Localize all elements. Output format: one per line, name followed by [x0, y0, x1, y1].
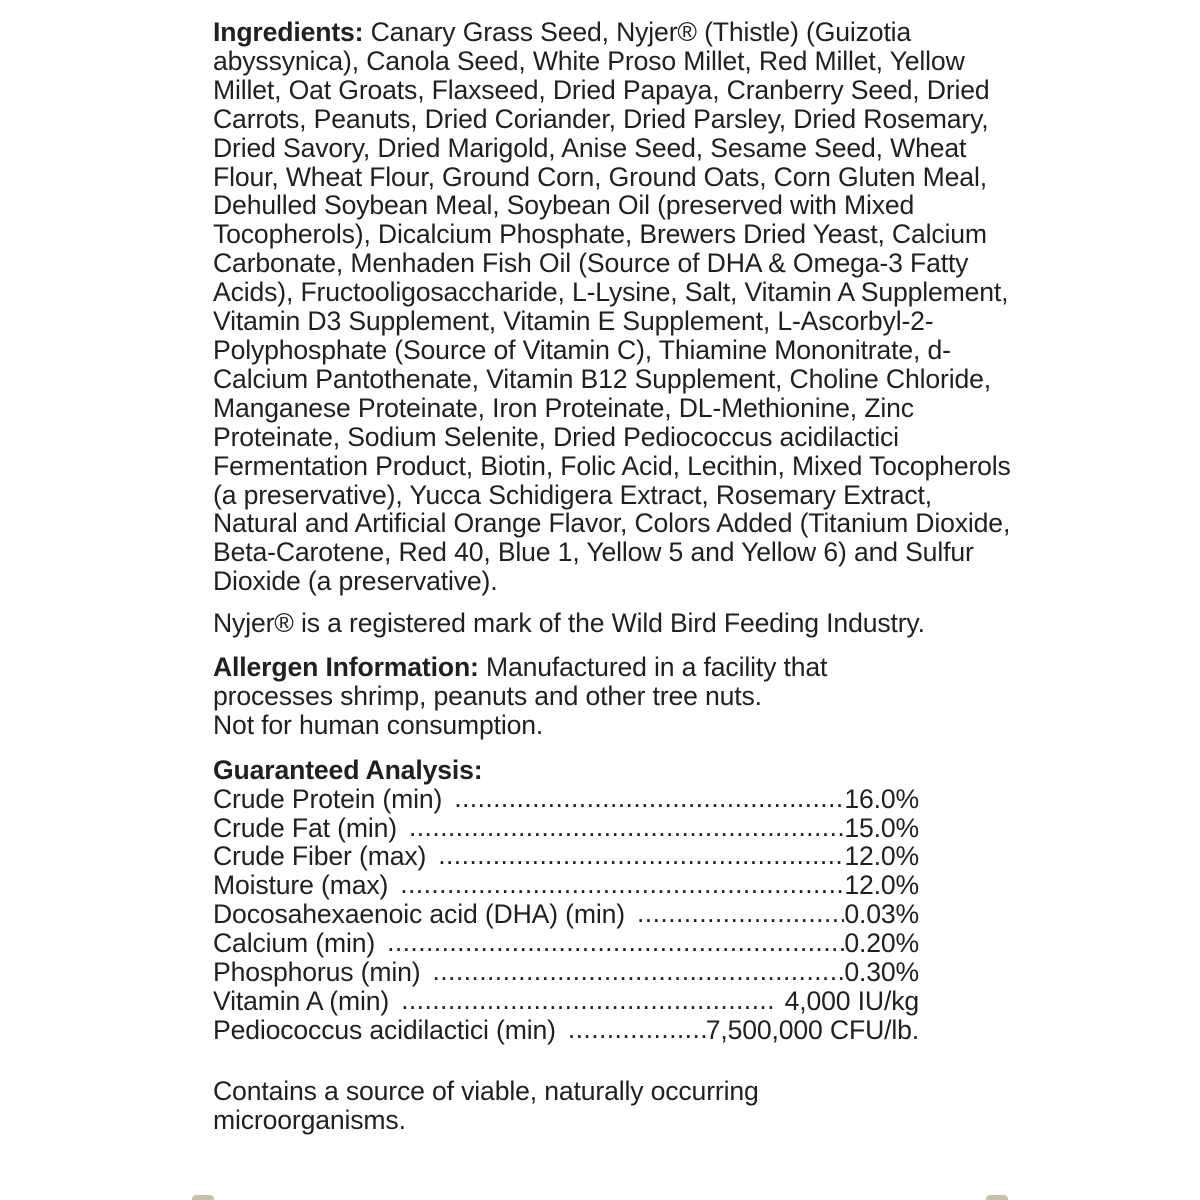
- analysis-row: [213, 1016, 919, 1045]
- analysis-row: [213, 958, 919, 987]
- dot-leader: [568, 1015, 706, 1044]
- dot-leader: [637, 899, 844, 928]
- analysis-value: 0.20%: [844, 928, 919, 959]
- allergen-line-2: processes shrimp, peanuts and other tree nuts.: [213, 680, 762, 711]
- dot-leader: [400, 870, 844, 899]
- microorganism-note-line-1: Contains a source of viable, naturally occurring: [213, 1075, 759, 1106]
- trademark-note: Nyjer® is a registered mark of the Wild Bird Feeding Industry.: [213, 608, 925, 639]
- allergen-label: Allergen Information:: [213, 652, 479, 683]
- guaranteed-analysis-table: [213, 785, 919, 1045]
- allergen-line-1: Manufactured in a facility that: [478, 652, 828, 683]
- analysis-row: [213, 900, 919, 929]
- analysis-nutrient: Docosahexaenoic acid (DHA) (min): [213, 899, 625, 930]
- microorganism-note: [213, 1077, 1013, 1135]
- analysis-nutrient: Moisture (max): [213, 870, 389, 901]
- guaranteed-analysis-section: [213, 756, 1013, 1045]
- microorganism-note-line-2: microorganisms.: [213, 1104, 406, 1135]
- guaranteed-analysis-heading: Guaranteed Analysis:: [213, 754, 483, 785]
- analysis-value: 4,000 IU/kg: [777, 985, 919, 1016]
- analysis-nutrient: Pediococcus acidilactici (min): [213, 1014, 556, 1045]
- analysis-row: [213, 785, 919, 814]
- product-label-text: [213, 18, 1013, 1134]
- analysis-row: [213, 987, 919, 1016]
- analysis-nutrient: Vitamin A (min): [213, 985, 390, 1016]
- package-edge-mark-right: [986, 1195, 1008, 1200]
- allergen-paragraph: [213, 653, 1013, 740]
- analysis-value: 0.03%: [844, 899, 919, 930]
- dot-leader: [409, 813, 844, 842]
- allergen-line-3: Not for human consumption.: [213, 709, 544, 740]
- dot-leader: [438, 841, 844, 870]
- analysis-row: [213, 929, 919, 958]
- analysis-value: 16.0%: [844, 783, 919, 814]
- package-edge-mark-left: [192, 1195, 214, 1200]
- dot-leader: [387, 928, 844, 957]
- analysis-nutrient: Phosphorus (min): [213, 957, 421, 987]
- analysis-value: 0.30%: [844, 957, 919, 987]
- analysis-nutrient: Crude Fat (min): [213, 812, 397, 843]
- dot-leader: [432, 957, 844, 986]
- ingredients-label: Ingredients:: [213, 17, 364, 47]
- analysis-value: 15.0%: [844, 812, 919, 843]
- analysis-nutrient: Crude Protein (min): [213, 783, 443, 814]
- dot-leader: [454, 784, 844, 813]
- analysis-value: 12.0%: [844, 841, 919, 872]
- analysis-nutrient: Calcium (min): [213, 928, 376, 959]
- analysis-row: [213, 871, 919, 900]
- dot-leader: [401, 986, 777, 1015]
- analysis-value: 7,500,000 CFU/lb.: [705, 1014, 919, 1045]
- analysis-row: [213, 842, 919, 871]
- analysis-value: 12.0%: [844, 870, 919, 901]
- analysis-row: [213, 814, 919, 843]
- ingredients-paragraph: [213, 18, 1013, 596]
- analysis-nutrient: Crude Fiber (max): [213, 841, 427, 872]
- ingredients-list: Canary Grass Seed, Nyjer® (Thistle) (Guizotia abyssynica), Canola Seed, White Proso Millet, Red Millet, Yellow Millet, Oat Groats, Flaxseed, Dried Papaya, Cranberry Seed, Dried Carrots, Peanuts, Dried Coriander, Dried Parsley, Dried Rosemary, Dried Savory, Dried Marigold, Anise Seed, Sesame Seed, Wheat Flour, Wheat Flour, Ground Corn, Ground Oats, Corn Gluten Meal, Dehulled Soybean Meal, Soybean Oil (preserved with Mixed Tocopherols), Dicalcium Phosphate, Brewers Dried Yeast, Calcium Carbonate, Menhaden Fish Oil (Source of DHA & Omega-3 Fatty Acids), Fructooligosaccharide, L-Lysine, Salt, Vitamin A Supplement, Vitamin D3 Supplement, Vitamin E Supplement, L-Ascorbyl-2-Polyphosphate (Source of Vitamin C), Thiamine Mononitrate, d-Calcium Pantothenate, Vitamin B12 Supplement, Choline Chloride, Manganese Proteinate, Iron Proteinate, DL-Methionine, Zinc Proteinate, Sodium Selenite, Dried Pediococcus acidilactici Fermentation Product, Biotin, Folic Acid, Lecithin, Mixed Tocopherols (a preservative), Yucca Schidigera Extract, Rosemary Extract, Natural and Artificial Orange Flavor, Colors Added (Titanium Dioxide, Beta-Carotene, Red 40, Blue 1, Yellow 5 and Yellow 6) and Sulfur Dioxide (a preservative).: [213, 17, 1011, 597]
